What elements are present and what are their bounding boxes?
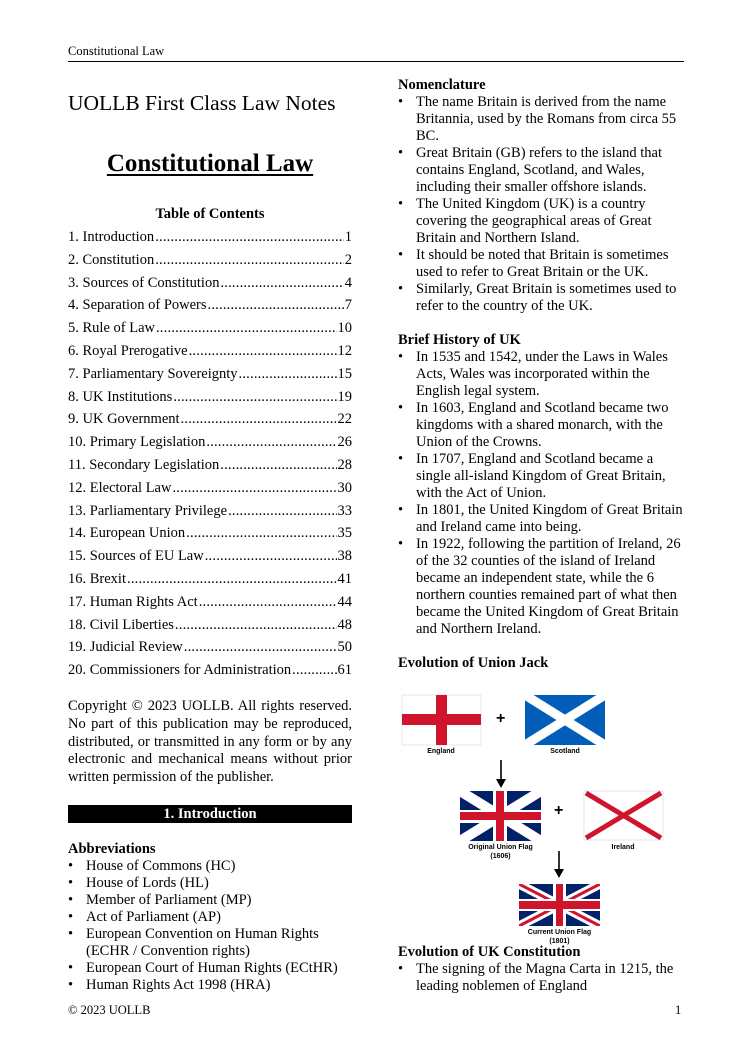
list-item: • Great Britain (GB) refers to the island that contains England, Scotland, and Wales, including their smaller offshore islands. xyxy=(398,145,684,196)
ireland-caption: Ireland xyxy=(611,844,635,851)
list-item: • It should be noted that Britain is sometimes used to refer to Great Britain or the UK. xyxy=(398,247,684,281)
scotland-caption: Scotland xyxy=(550,748,580,755)
toc-dot-leader xyxy=(186,522,336,545)
toc-entry[interactable] xyxy=(68,568,352,591)
toc-entry[interactable] xyxy=(68,272,352,295)
toc-entry-label: 17. Human Rights Act xyxy=(68,593,198,610)
toc-dot-leader xyxy=(220,272,343,295)
list-item: • House of Lords (HL) xyxy=(68,875,352,892)
plus-sign: + xyxy=(554,802,564,819)
toc-entry-page: 33 xyxy=(337,502,352,519)
toc-entry-label: 20. Commissioners for Administration xyxy=(68,662,292,679)
toc-entry-label: 4. Separation of Powers xyxy=(68,297,207,314)
toc-entry[interactable] xyxy=(68,340,352,363)
list-item: • European Court of Human Rights (ECtHR) xyxy=(68,960,352,977)
history-list xyxy=(398,349,684,638)
toc-entry-page: 22 xyxy=(337,411,352,428)
list-item: • In 1922, following the partition of Ireland, 26 of the 32 counties of the island of Ireland became an independent state, while the 6 northern counties remained part of what then became the United Kingdom of Great Britain and Northern Ireland. xyxy=(398,536,684,638)
toc-entry-page: 12 xyxy=(337,342,352,359)
toc-dot-leader xyxy=(239,363,337,386)
toc-entry-label: 2. Constitution xyxy=(68,251,155,268)
toc-dot-leader xyxy=(199,591,337,614)
constitution-heading: Evolution of UK Constitution xyxy=(398,944,581,960)
list-item: • The signing of the Magna Carta in 1215, the leading noblemen of England xyxy=(398,961,684,995)
list-item: • Member of Parliament (MP) xyxy=(68,892,352,909)
footer-copyright: © 2023 UOLLB xyxy=(68,1003,151,1017)
toc-dot-leader xyxy=(292,659,336,682)
list-item: • In 1707, England and Scotland became a single all-island Kingdom of Great Britain, with the Act of Union. xyxy=(398,451,684,502)
list-item: • In 1801, the United Kingdom of Great Britain and Ireland came into being. xyxy=(398,502,684,536)
toc-entry-page: 41 xyxy=(337,570,352,587)
union-jack-heading: Evolution of Union Jack xyxy=(398,655,549,671)
nomenclature-heading: Nomenclature xyxy=(398,77,486,93)
toc-entry-label: 19. Judicial Review xyxy=(68,639,183,656)
ireland-flag xyxy=(584,791,663,840)
toc-entry[interactable] xyxy=(68,454,352,477)
toc-entry-page: 30 xyxy=(337,479,352,496)
current-union-flag xyxy=(519,884,600,926)
original-flag-caption xyxy=(460,844,541,861)
toc-entry-page: 4 xyxy=(344,274,352,291)
flag-diagram xyxy=(398,678,684,940)
toc-dot-leader xyxy=(173,386,336,409)
toc-entry-label: 10. Primary Legislation xyxy=(68,434,206,451)
toc-entry-page: 50 xyxy=(337,639,352,656)
page-number: 1 xyxy=(675,1003,682,1017)
abbreviations-heading: Abbreviations xyxy=(68,840,156,857)
list-item: • European Convention on Human Rights (ECHR / Convention rights) xyxy=(68,926,352,960)
brand-title: UOLLB First Class Law Notes xyxy=(68,91,336,115)
caption-year: (1801) xyxy=(549,937,570,945)
toc-entry[interactable] xyxy=(68,522,352,545)
current-flag-caption xyxy=(519,929,600,946)
toc-entry[interactable] xyxy=(68,363,352,386)
toc-entry-label: 1. Introduction xyxy=(68,229,155,245)
toc-entry-label: 16. Brexit xyxy=(68,570,126,587)
toc-entry-label: 3. Sources of Constitution xyxy=(68,274,220,291)
toc-entry-label: 9. UK Government xyxy=(68,411,180,428)
history-heading: Brief History of UK xyxy=(398,332,521,348)
toc-dot-leader xyxy=(127,568,337,591)
toc-entry[interactable] xyxy=(68,431,352,454)
toc-dot-leader xyxy=(181,408,337,431)
copyright-notice: Copyright © 2023 UOLLB. All rights reserved. No part of this publication may be reproduced, distributed, or transmitted in any form or by any electronic and mechanical means without prior written permission of the publisher. xyxy=(68,697,352,786)
toc-entry-page: 7 xyxy=(344,297,352,314)
caption-line: Original Union Flag xyxy=(468,844,533,851)
list-item: • House of Commons (HC) xyxy=(68,858,352,875)
list-item: • The United Kingdom (UK) is a country covering the geographical areas of Great Britain and Northern Island. xyxy=(398,196,684,247)
toc-entry[interactable] xyxy=(68,500,352,523)
toc-heading: Table of Contents xyxy=(155,206,265,222)
original-union-flag xyxy=(460,791,541,841)
union-jack-evolution-figure xyxy=(398,678,684,945)
list-item: • In 1603, England and Scotland became two kingdoms with a shared monarch, with the Union of the Crowns. xyxy=(398,400,684,451)
toc-entry-label: 6. Royal Prerogative xyxy=(68,342,188,359)
toc-entry[interactable] xyxy=(68,545,352,568)
toc-dot-leader xyxy=(155,249,344,272)
toc-entry-label: 12. Electoral Law xyxy=(68,479,172,496)
toc-entry-page: 10 xyxy=(337,320,352,337)
toc-entry-page: 1 xyxy=(344,229,352,245)
toc-dot-leader xyxy=(155,226,344,249)
toc-entry[interactable] xyxy=(68,477,352,500)
document-title: Constitutional Law xyxy=(106,150,314,177)
list-item: • The name Britain is derived from the name Britannia, used by the Romans from circa 55 BC. xyxy=(398,94,684,145)
toc-dot-leader xyxy=(172,477,336,500)
toc-dot-leader xyxy=(189,340,337,363)
toc-entry[interactable] xyxy=(68,591,352,614)
scotland-flag xyxy=(525,695,605,745)
list-item: • Similarly, Great Britain is sometimes used to refer to the country of the UK. xyxy=(398,281,684,315)
toc-dot-leader xyxy=(206,431,336,454)
england-flag xyxy=(402,695,481,745)
toc-entry-label: 11. Secondary Legislation xyxy=(68,456,220,473)
arrow-down-icon xyxy=(496,760,506,788)
plus-sign: + xyxy=(496,710,506,727)
toc-entry-page: 28 xyxy=(337,456,352,473)
toc-dot-leader xyxy=(228,500,336,523)
toc-dot-leader xyxy=(205,545,337,568)
toc-entry[interactable] xyxy=(68,659,352,682)
toc-entry-page: 2 xyxy=(344,251,352,268)
abbreviations-list xyxy=(68,858,352,994)
right-column xyxy=(398,62,684,995)
toc-entry-page: 19 xyxy=(337,388,352,405)
nomenclature-list xyxy=(398,94,684,315)
toc-entry-label: 7. Parliamentary Sovereignty xyxy=(68,365,238,382)
toc-entry[interactable] xyxy=(68,408,352,431)
toc-entry-label: 18. Civil Liberties xyxy=(68,616,174,633)
toc-entry-page: 26 xyxy=(337,434,352,451)
left-column xyxy=(68,62,352,994)
section-banner: 1. Introduction xyxy=(68,805,352,823)
toc-entry[interactable] xyxy=(68,317,352,340)
toc-entry-label: 15. Sources of EU Law xyxy=(68,548,204,565)
toc-entry[interactable] xyxy=(68,386,352,409)
toc-entry[interactable] xyxy=(68,294,352,317)
toc-dot-leader xyxy=(156,317,337,340)
toc-entry[interactable] xyxy=(68,226,352,249)
running-header: Constitutional Law xyxy=(68,44,165,58)
england-caption: England xyxy=(427,748,455,755)
arrow-down-icon xyxy=(554,851,564,878)
list-item: • In 1535 and 1542, under the Laws in Wales Acts, Wales was incorporated within the English legal system. xyxy=(398,349,684,400)
toc-entry[interactable] xyxy=(68,614,352,637)
list-item: • Human Rights Act 1998 (HRA) xyxy=(68,977,352,994)
toc-entry-label: 13. Parliamentary Privilege xyxy=(68,502,228,519)
toc-entry[interactable] xyxy=(68,636,352,659)
toc-entry-page: 38 xyxy=(337,548,352,565)
table-of-contents xyxy=(68,226,352,682)
toc-entry-page: 15 xyxy=(337,365,352,382)
toc-dot-leader xyxy=(208,294,344,317)
caption-line: Current Union Flag xyxy=(527,929,592,936)
toc-entry-label: 8. UK Institutions xyxy=(68,388,173,405)
constitution-list xyxy=(398,961,684,995)
toc-entry-label: 14. European Union xyxy=(68,525,186,542)
toc-entry[interactable] xyxy=(68,249,352,272)
toc-entry-page: 35 xyxy=(337,525,352,542)
toc-entry-label: 5. Rule of Law xyxy=(68,320,155,337)
toc-dot-leader xyxy=(175,614,337,637)
toc-dot-leader xyxy=(184,636,337,659)
toc-entry-page: 48 xyxy=(337,616,352,633)
toc-entry-page: 61 xyxy=(337,662,352,679)
toc-entry-page: 44 xyxy=(337,593,352,610)
caption-year: (1606) xyxy=(490,852,511,860)
list-item: • Act of Parliament (AP) xyxy=(68,909,352,926)
toc-dot-leader xyxy=(220,454,336,477)
